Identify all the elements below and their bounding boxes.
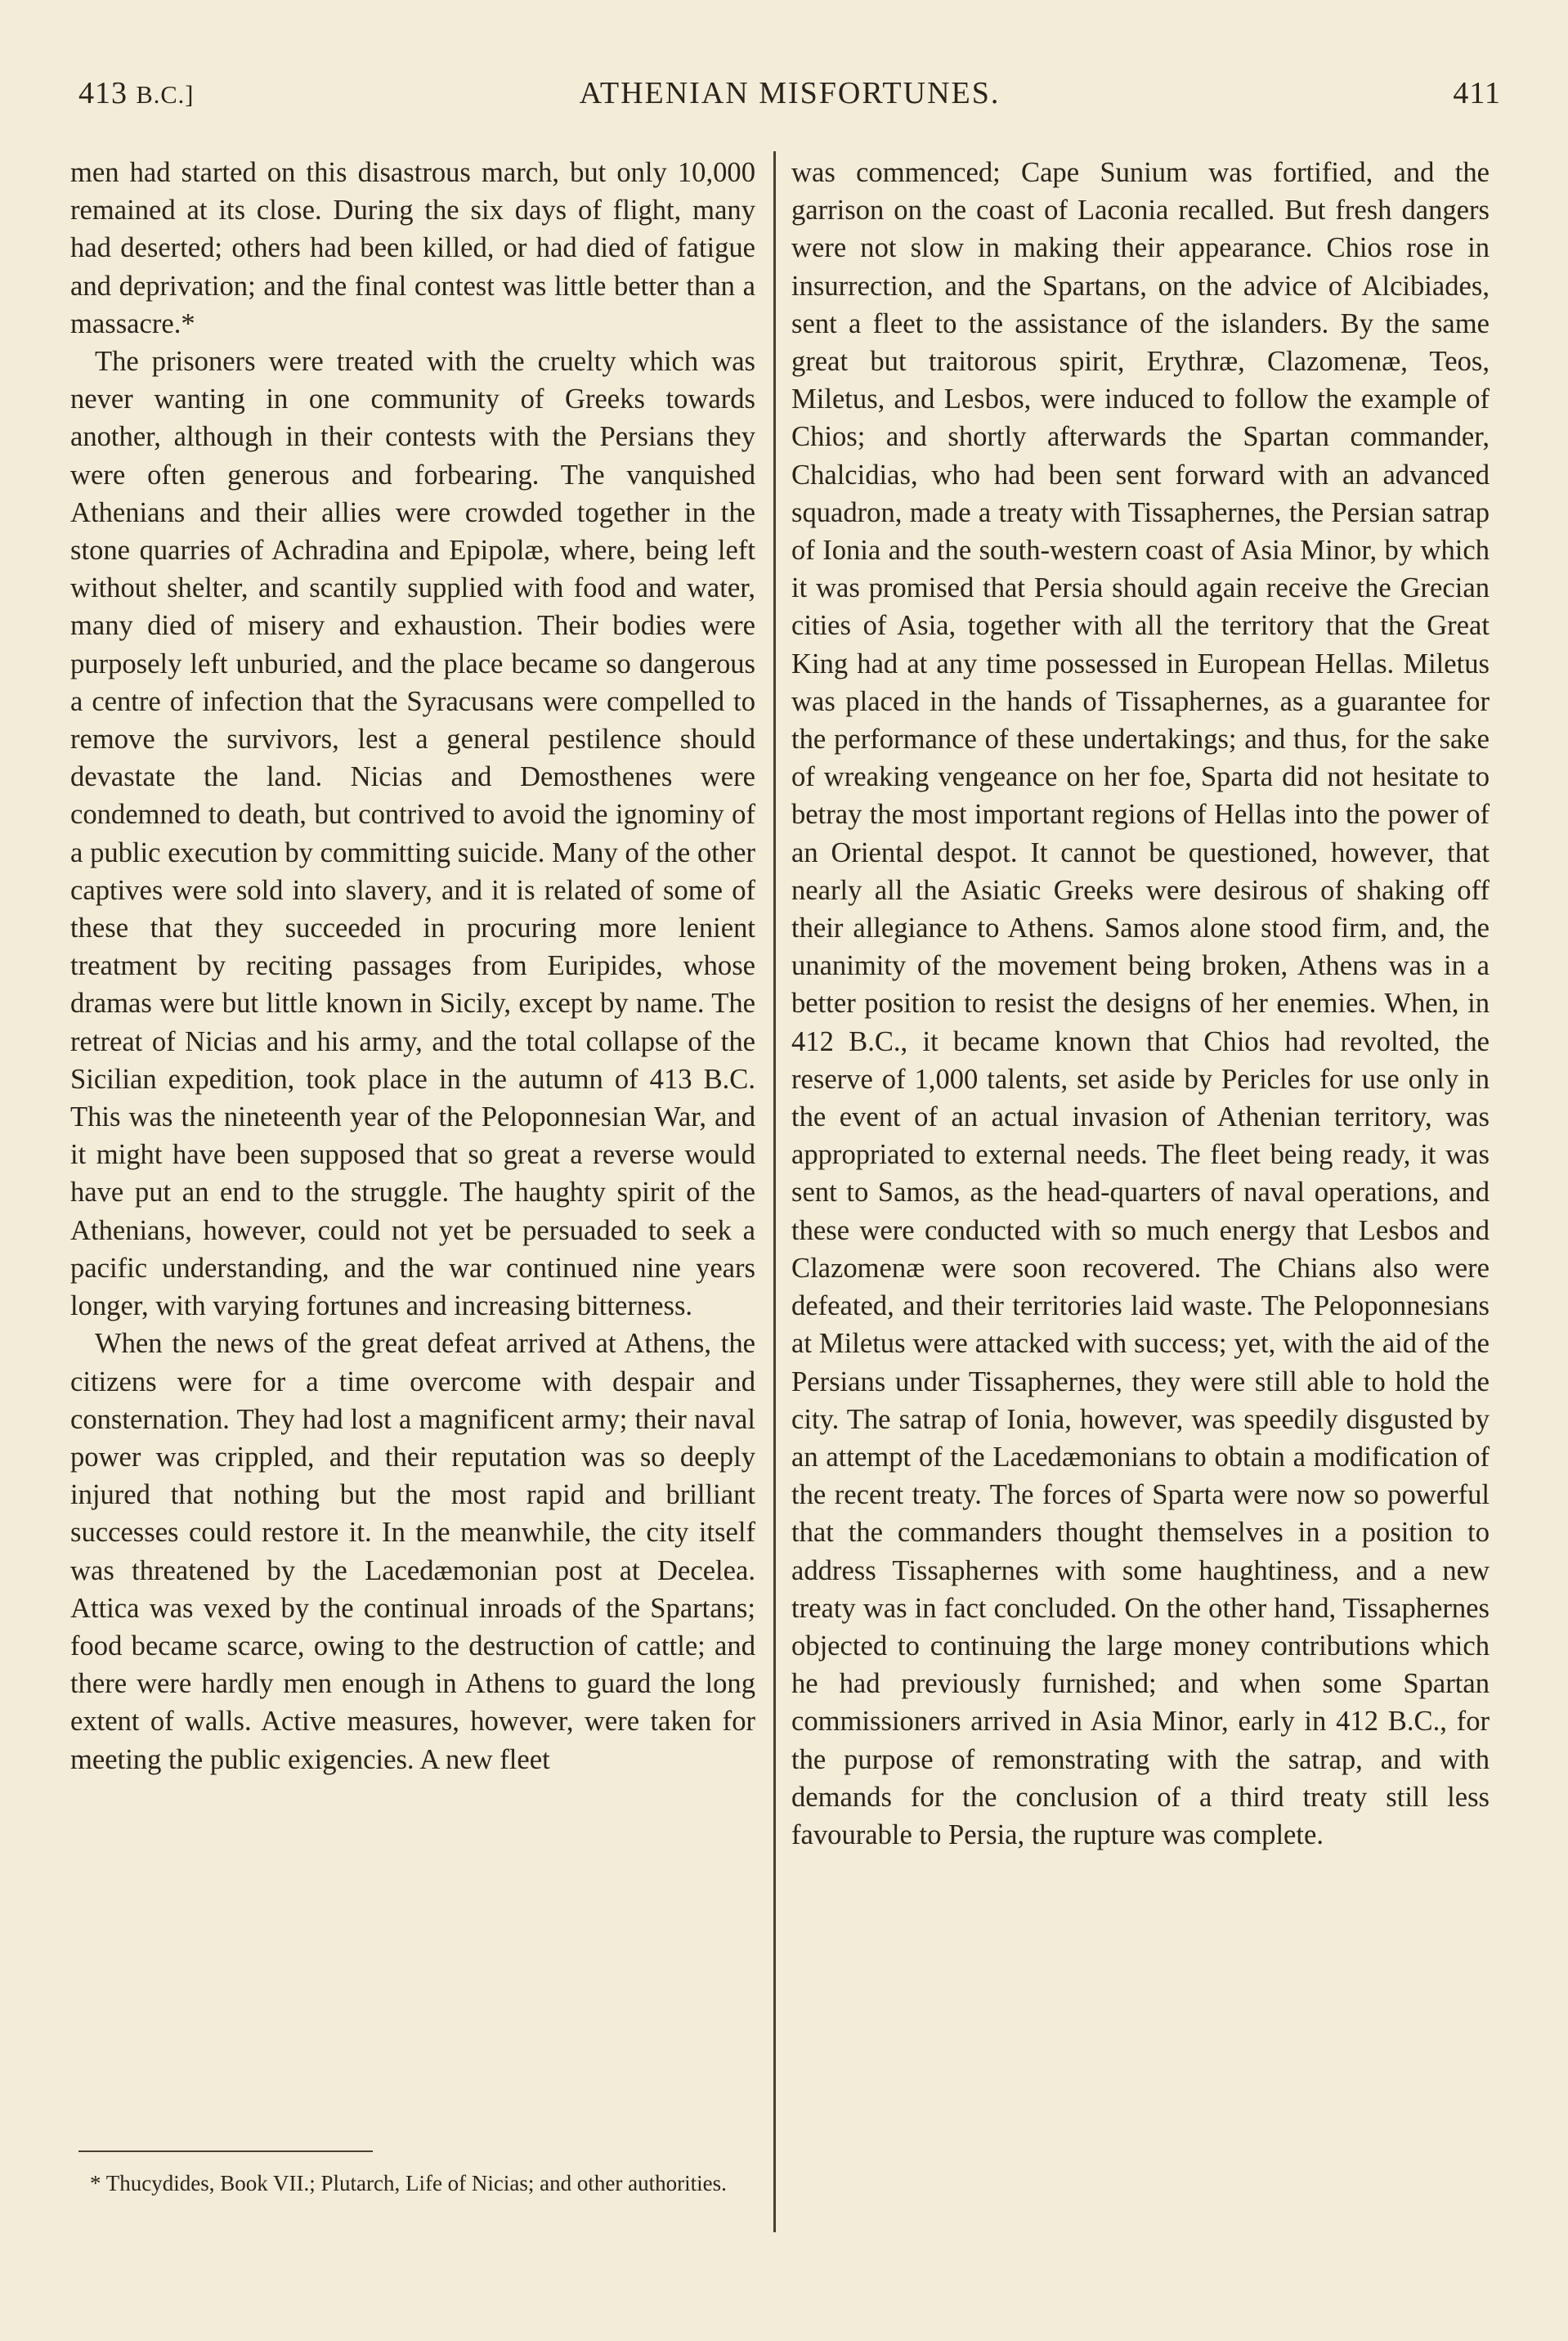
left-paragraph-2: The prisoners were treated with the cruelty which was never wanting in one community of Greeks towards another, although in their contests with the Persians they were often generous and forbearing. The vanquished Athenians and their allies were crowded together in the stone quarries of Achradina and Epipolæ, where, being left without shelter, and scantily supplied with food and water, many died of misery and exhaustion. Their bodies were purposely left unburied, and the place became so dangerous a centre of infection that the Syracusans were compelled to remove the survivors, lest a general pestilence should devastate the land. Nicias and Demosthenes were condemned to death, but contrived to avoid the ignominy of a public execution by committing suicide. Many of the other captives were sold into slavery, and it is related of some of these that they succeeded in procuring more lenient treatment by reciting passages from Euripides, whose dramas were but little known in Sicily, except by name. The retreat of Nicias and his army, and the total collapse of the Sicilian expedition, took place in the autumn of 413 B.C. This was the nineteenth year of the Peloponnesian War, and it might have been supposed that so great a reverse would have put an end to the struggle. The haughty spirit of the Athenians, however, could not yet be persuaded to seek a pacific understanding, and the war continued nine years longer, with varying fortunes and increasing bitterness. [70, 346, 755, 1322]
right-paragraph-1: was commenced; Cape Sunium was fortified, and the garrison on the coast of Laconia recalled. But fresh dangers were not slow in making their appearance. Chios rose in insurrection, and the Spartans, on the advice of Alcibiades, sent a fleet to the assistance of the islanders. By the same great but traitorous spirit, Erythræ, Clazomenæ, Teos, Miletus, and Lesbos, were induced to follow the example of Chios; and shortly afterwards the Spartan commander, Chalcidias, who had been sent forward with an advanced squadron, made a treaty with Tissaphernes, the Persian satrap of Ionia and the south-western coast of Asia Minor, by which it was promised that Persia should again receive the Grecian cities of Asia, together with all the territory that the Great King had at any time possessed in European Hellas. Miletus was placed in the hands of Tissaphernes, as a guarantee for the performance of these undertakings; and thus, for the sake of wreaking vengeance on her foe, Sparta did not hesitate to betray the most important regions of Hellas into the power of an Oriental despot. It cannot be questioned, however, that nearly all the Asiatic Greeks were desirous of shaking off their allegiance to Athens. Samos alone stood firm, and, the unanimity of the movement being broken, Athens was in a better position to resist the designs of her enemies. When, in 412 B.C., it became known that Chios had revolted, the reserve of 1,000 talents, set aside by Pericles for use only in the event of an actual invasion of Athenian territory, was appropriated to external needs. The fleet being ready, it was sent to Samos, as the head-quarters of naval operations, and these were conducted with so much energy that Lesbos and Clazomenæ were soon recovered. The Chians also were defeated, and their territories laid waste. The Peloponnesians at Miletus were attacked with success; yet, with the aid of the Persians under Tissaphernes, they were still able to hold the city. The satrap of Ionia, however, was speedily disgusted by an attempt of the Lacedæmonians to obtain a modification of the recent treaty. The forces of Sparta were now so powerful that the commanders thought themselves in a position to address Tissaphernes with some haughtiness, and a new treaty was in fact concluded. On the other hand, Tissaphernes objected to continuing the large money contributions which he had previously furnished; and when some Spartan commissioners arrived in Asia Minor, early in 412 B.C., for the purpose of remonstrating with the satrap, and with demands for the conclusion of a third treaty still less favourable to Persia, the rupture was complete. [791, 157, 1490, 1850]
footnote-rule [78, 2150, 373, 2152]
header-title: ATHENIAN MISFORTUNES. [579, 76, 1001, 110]
header-year-number: 413 [78, 76, 137, 110]
footnote: * Thucydides, Book VII.; Plutarch, Life of Nicias; and other authorities. [90, 2171, 727, 2195]
header-year-era: B.C.] [136, 81, 195, 109]
right-column [791, 154, 1490, 1854]
left-paragraph-3: When the news of the great defeat arrived at Athens, the citizens were for a time overcome with despair and consternation. They had lost a magnificent army; their naval power was crippled, and their reputation was so deeply injured that nothing but the most rapid and brilliant successes could restore it. In the meanwhile, the city itself was threatened by the Lacedæmonian post at Decelea. Attica was vexed by the continual inroads of the Spartans; food became scarce, owing to the destruction of cattle; and there were hardly men enough in Athens to guard the long extent of walls. Active measures, however, were taken for meeting the public exigencies. A new fleet [70, 1328, 755, 1775]
column-divider [773, 151, 776, 2232]
left-column [70, 154, 755, 1778]
page-number: 411 [1453, 76, 1501, 110]
running-header [78, 75, 1501, 124]
left-paragraph-1: men had started on this disastrous march, but only 10,000 remained at its close. During the six days of flight, many had deserted; others had been killed, or had died of fatigue and deprivation; and the final contest was little better than a massacre.* [70, 157, 755, 339]
